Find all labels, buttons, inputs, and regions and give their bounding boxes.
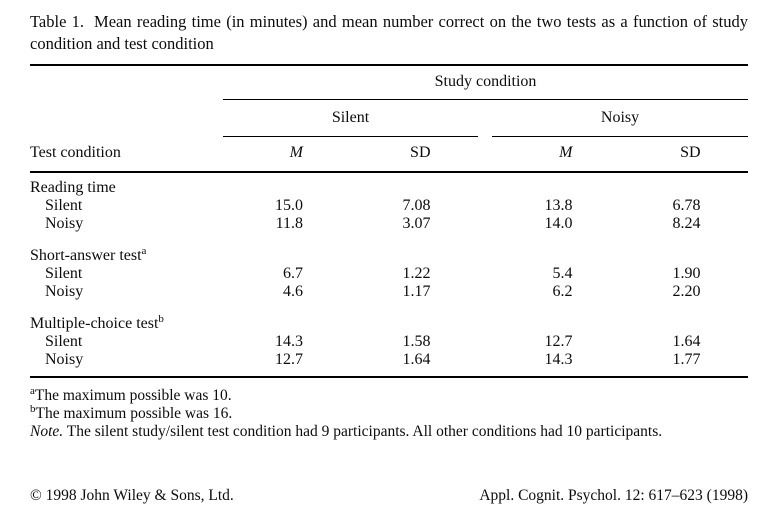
group-header-study-condition: Study condition <box>223 65 748 100</box>
cell-noisy-sd: 8.24 <box>672 214 701 232</box>
col-header-silent-m: M <box>289 143 303 161</box>
cell-silent-sd: 7.08 <box>402 196 431 214</box>
cell-silent-sd: 3.07 <box>402 214 431 232</box>
journal-citation: Appl. Cognit. Psychol. 12: 617–623 (1998) <box>479 487 748 504</box>
section-label: Multiple-choice test <box>30 314 159 332</box>
empty-cell <box>30 99 223 136</box>
cell-noisy-m: 12.7 <box>544 332 573 350</box>
footnote-text: The maximum possible was 10. <box>34 386 232 404</box>
cell-noisy-sd: 6.78 <box>672 196 701 214</box>
copyright-text: © 1998 John Wiley & Sons, Ltd. <box>30 487 234 504</box>
note-text: The silent study/silent test condition had 9 participants. All other conditions had 10 participants. <box>63 423 663 441</box>
table-row <box>30 333 748 351</box>
table-caption-text: Mean reading time (in minutes) and mean number correct on the two tests as a function of study condition and test condition <box>30 12 748 53</box>
cell-silent-m: 11.8 <box>275 214 303 232</box>
spacer-cell <box>478 215 492 233</box>
table-row <box>30 215 748 233</box>
row-label: Noisy <box>45 350 84 368</box>
group-span-row <box>30 65 748 100</box>
col-header-noisy-m: M <box>559 143 573 161</box>
row-label: Silent <box>45 196 83 214</box>
footnote-a <box>30 384 748 405</box>
stub-header: Test condition <box>30 143 121 161</box>
cell-silent-sd: 1.58 <box>402 332 431 350</box>
cell-noisy-m: 6.2 <box>552 282 573 300</box>
spacer-cell <box>478 265 492 283</box>
footnote-marker: b <box>30 403 36 415</box>
col-header-silent-sd: SD <box>410 143 431 161</box>
cell-noisy-sd: 1.90 <box>672 264 701 282</box>
table-number: Table 1. <box>30 12 85 31</box>
cell-silent-m: 14.3 <box>275 332 303 350</box>
table-row <box>30 265 748 283</box>
row-label: Silent <box>45 264 83 282</box>
note-label: Note. <box>30 423 64 441</box>
section-superscript: b <box>158 312 164 325</box>
cell-silent-sd: 1.17 <box>402 282 431 300</box>
spacer-cell <box>478 99 492 136</box>
table-note <box>30 423 748 441</box>
cell-silent-m: 4.6 <box>283 282 303 300</box>
spacer-cell <box>478 197 492 215</box>
table-footnotes <box>30 384 748 441</box>
table-row <box>30 197 748 215</box>
column-header-row <box>30 136 748 172</box>
footnote-marker: a <box>30 384 35 397</box>
section-multiple-choice-test <box>30 301 748 333</box>
table-header <box>30 65 748 172</box>
table-caption <box>30 11 748 55</box>
cell-silent-m: 15.0 <box>275 196 303 214</box>
section-superscript: a <box>141 244 147 257</box>
cell-noisy-m: 14.3 <box>544 350 573 368</box>
section-label: Reading time <box>30 178 116 196</box>
cell-noisy-sd: 2.20 <box>672 282 701 300</box>
subgroup-noisy: Noisy <box>492 99 748 136</box>
subgroup-silent: Silent <box>223 99 478 136</box>
cell-silent-m: 6.7 <box>283 264 303 282</box>
table-body <box>30 172 748 377</box>
row-label: Noisy <box>45 214 84 232</box>
cell-silent-m: 12.7 <box>275 350 303 368</box>
spacer-cell <box>478 283 492 301</box>
empty-cell <box>30 65 223 100</box>
footnote-text: The maximum possible was 16. <box>35 405 233 422</box>
spacer-cell <box>478 333 492 351</box>
table-row <box>30 283 748 301</box>
cell-noisy-m: 13.8 <box>544 196 573 214</box>
cell-noisy-sd: 1.64 <box>672 332 701 350</box>
table-row <box>30 351 748 377</box>
results-table <box>30 64 748 378</box>
section-reading-time <box>30 172 748 197</box>
page-footer <box>30 487 748 505</box>
cell-silent-sd: 1.64 <box>402 350 431 368</box>
row-label: Silent <box>45 332 83 350</box>
section-short-answer-test <box>30 233 748 265</box>
cell-silent-sd: 1.22 <box>402 264 431 282</box>
spacer-cell <box>478 136 492 172</box>
cell-noisy-sd: 1.77 <box>672 350 701 368</box>
cell-noisy-m: 14.0 <box>544 214 573 232</box>
row-label: Noisy <box>45 282 84 300</box>
subgroup-row <box>30 99 748 136</box>
cell-noisy-m: 5.4 <box>552 264 573 282</box>
footnote-b <box>30 405 748 423</box>
col-header-noisy-sd: SD <box>680 143 701 161</box>
section-label: Short-answer test <box>30 246 142 264</box>
spacer-cell <box>478 351 492 377</box>
